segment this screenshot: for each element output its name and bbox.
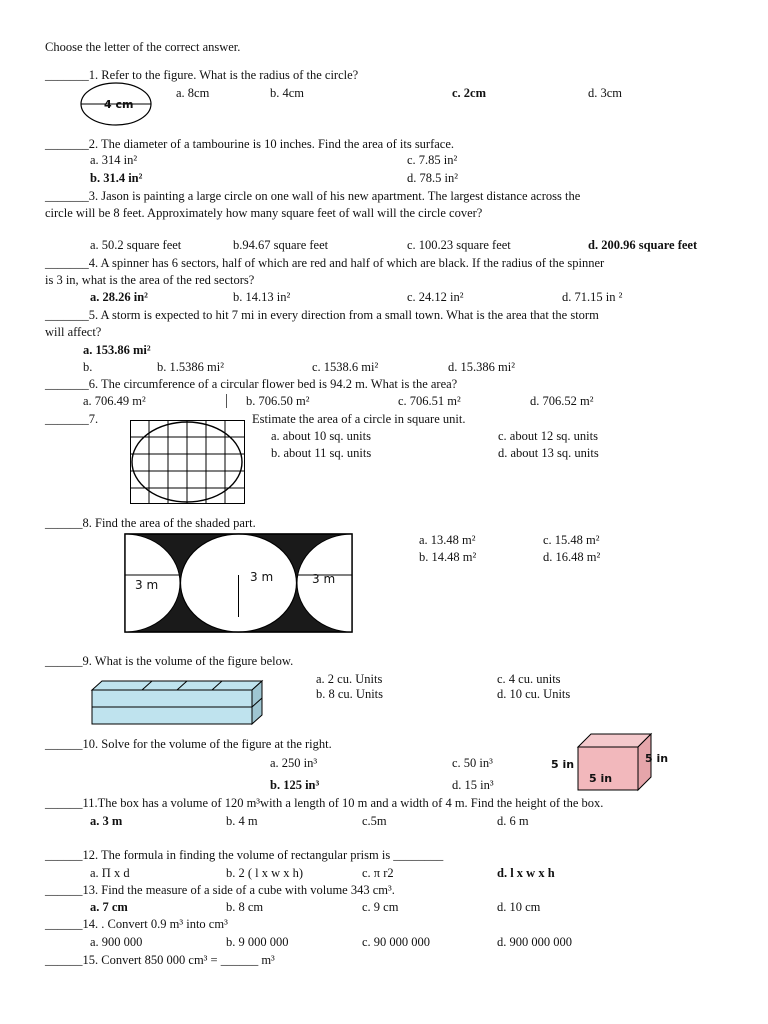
q7-option-a[interactable]: a. about 10 sq. units — [271, 429, 371, 443]
q13-option-c[interactable]: c. 9 cm — [362, 900, 399, 914]
q3-text-line2: circle will be 8 feet. Approximately how many square feet of wall will the circle cover? — [45, 206, 483, 220]
q13-text: ______13. Find the measure of a side of a cube with volume 343 cm³. — [45, 883, 395, 897]
q8-label-right: 3 m — [312, 572, 336, 586]
q7-grid-circle-figure — [130, 420, 245, 504]
q12-option-b[interactable]: b. 2 ( l x w x h) — [226, 866, 304, 880]
q12-text: ______12. The formula in finding the volume of rectangular prism is ________ — [45, 848, 444, 862]
q9-text: ______9. What is the volume of the figure below. — [45, 654, 294, 668]
q9-option-a[interactable]: a. 2 cu. Units — [316, 672, 383, 686]
q8-option-b[interactable]: b. 14.48 m² — [419, 550, 477, 564]
q13-option-b[interactable]: b. 8 cm — [226, 900, 264, 914]
q10-label-depth: 5 in — [645, 752, 669, 765]
q5-option-b[interactable]: b. 1.5386 mi² — [157, 360, 224, 374]
q10-option-b[interactable]: b. 125 in³ — [270, 778, 320, 792]
q6-text: _______6. The circumference of a circular flower bed is 94.2 m. What is the area? — [45, 377, 458, 391]
q11-option-b[interactable]: b. 4 m — [226, 814, 258, 828]
q8-option-c[interactable]: c. 15.48 m² — [543, 533, 600, 547]
q11-option-c[interactable]: c.5m — [362, 814, 387, 828]
q10-label-side: 5 in — [551, 758, 575, 771]
q7-option-c[interactable]: c. about 12 sq. units — [498, 429, 598, 443]
q9-option-c[interactable]: c. 4 cu. units — [497, 672, 561, 686]
q14-text: ______14. . Convert 0.9 m³ into cm³ — [45, 917, 228, 931]
q3-option-a[interactable]: a. 50.2 square feet — [90, 238, 182, 252]
q1-figure-label: 4 cm — [104, 98, 134, 111]
q11-text: ______11.The box has a volume of 120 m³with a length of 10 m and a width of 4 m. Find the height of the box. — [45, 796, 604, 810]
q2-option-c[interactable]: c. 7.85 in² — [407, 153, 458, 167]
q10-label-front: 5 in — [589, 772, 613, 785]
q4-option-c[interactable]: c. 24.12 in² — [407, 290, 464, 304]
q5-option-a[interactable]: a. 153.86 mi² — [83, 343, 151, 357]
q14-option-d[interactable]: d. 900 000 000 — [497, 935, 572, 949]
q2-text: _______2. The diameter of a tambourine is 10 inches. Find the area of its surface. — [45, 137, 455, 151]
q4-text-line2: is 3 in, what is the area of the red sectors? — [45, 273, 255, 287]
q12-option-d[interactable]: d. l x w x h — [497, 866, 555, 880]
q9-option-d[interactable]: d. 10 cu. Units — [497, 687, 571, 701]
q14-option-b[interactable]: b. 9 000 000 — [226, 935, 289, 949]
q3-option-c[interactable]: c. 100.23 square feet — [407, 238, 511, 252]
q14-option-a[interactable]: a. 900 000 — [90, 935, 143, 949]
q8-text: ______8. Find the area of the shaded part. — [45, 516, 256, 530]
q1-option-a[interactable]: a. 8cm — [176, 86, 210, 100]
q3-option-b[interactable]: b.94.67 square feet — [233, 238, 329, 252]
q2-option-b[interactable]: b. 31.4 in² — [90, 171, 143, 185]
q5-option-c[interactable]: c. 1538.6 mi² — [312, 360, 379, 374]
q9-prism-figure — [90, 680, 265, 726]
q11-option-d[interactable]: d. 6 m — [497, 814, 529, 828]
q4-option-b[interactable]: b. 14.13 in² — [233, 290, 291, 304]
q8-label-left: 3 m — [135, 578, 159, 592]
q1-option-d[interactable]: d. 3cm — [588, 86, 623, 100]
q3-text-line1: _______3. Jason is painting a large circle on one wall of his new apartment. The largest distance across the — [45, 189, 581, 203]
q5-b-letter: b. — [83, 360, 93, 374]
q4-text-line1: _______4. A spinner has 6 sectors, half of which are red and half of which are black. If the radius of the spinner — [45, 256, 605, 270]
q1-option-b[interactable]: b. 4cm — [270, 86, 305, 100]
q2-option-d[interactable]: d. 78.5 in² — [407, 171, 458, 185]
q6-option-d[interactable]: d. 706.52 m² — [530, 394, 594, 408]
q12-option-a[interactable]: a. Π x d — [90, 866, 130, 880]
q5-text-line2: will affect? — [45, 325, 102, 339]
q7-option-b[interactable]: b. about 11 sq. units — [271, 446, 372, 460]
q7-text: Estimate the area of a circle in square unit. — [252, 412, 466, 426]
q8-option-d[interactable]: d. 16.48 m² — [543, 550, 601, 564]
q13-option-d[interactable]: d. 10 cm — [497, 900, 541, 914]
q10-text: ______10. Solve for the volume of the figure at the right. — [45, 737, 332, 751]
q8-option-a[interactable]: a. 13.48 m² — [419, 533, 476, 547]
q6-option-c[interactable]: c. 706.51 m² — [398, 394, 461, 408]
q7-number: _______7. — [45, 412, 99, 426]
q8-label-mid: 3 m — [250, 570, 274, 584]
q11-option-a[interactable]: a. 3 m — [90, 814, 123, 828]
q1-option-c[interactable]: c. 2cm — [452, 86, 487, 100]
q13-option-a[interactable]: a. 7 cm — [90, 900, 128, 914]
q5-option-d[interactable]: d. 15.386 mi² — [448, 360, 515, 374]
q5-text-line1: _______5. A storm is expected to hit 7 mi in every direction from a small town. What is the area that the storm — [45, 308, 599, 322]
q4-option-d[interactable]: d. 71.15 in ² — [562, 290, 623, 304]
q2-option-a[interactable]: a. 314 in² — [90, 153, 138, 167]
q4-option-a[interactable]: a. 28.26 in² — [90, 290, 148, 304]
q15-text: ______15. Convert 850 000 cm³ = ______ m³ — [45, 953, 275, 967]
q14-option-c[interactable]: c. 90 000 000 — [362, 935, 431, 949]
q7-option-d[interactable]: d. about 13 sq. units — [498, 446, 599, 460]
q10-option-a[interactable]: a. 250 in³ — [270, 756, 318, 770]
q6-divider — [226, 394, 227, 408]
q1-text: _______1. Refer to the figure. What is the radius of the circle? — [45, 68, 359, 82]
q6-option-a[interactable]: a. 706.49 m² — [83, 394, 146, 408]
q12-option-c[interactable]: c. π r2 — [362, 866, 394, 880]
q6-option-b[interactable]: b. 706.50 m² — [246, 394, 310, 408]
instruction: Choose the letter of the correct answer. — [45, 40, 241, 54]
q10-option-c[interactable]: c. 50 in³ — [452, 756, 493, 770]
q9-option-b[interactable]: b. 8 cu. Units — [316, 687, 384, 701]
q10-option-d[interactable]: d. 15 in³ — [452, 778, 494, 792]
q3-option-d[interactable]: d. 200.96 square feet — [588, 238, 698, 252]
